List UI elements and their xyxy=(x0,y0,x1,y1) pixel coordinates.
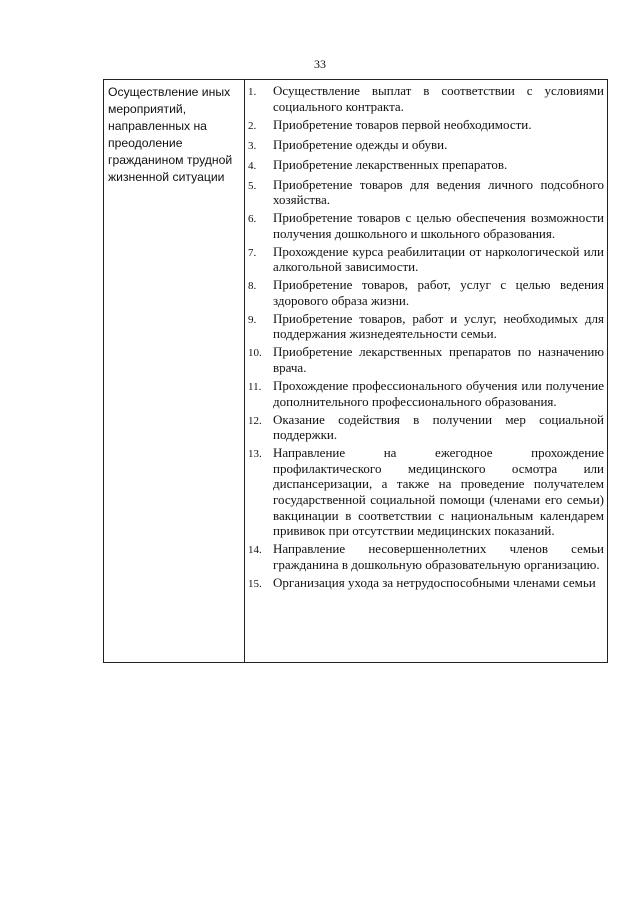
list-item xyxy=(248,177,604,208)
list-item xyxy=(248,137,604,155)
list-item xyxy=(248,83,604,114)
item-number: 3. xyxy=(248,139,257,152)
item-number: 13. xyxy=(248,448,262,461)
list-item xyxy=(248,344,604,375)
item-text: Направление несовершеннолетних членов семьи гражданина в дошкольную образовательную организацию. xyxy=(273,541,604,572)
item-number: 1. xyxy=(248,86,257,98)
item-text: Осуществление выплат в соответствии с условиями социального контракта. xyxy=(273,83,604,114)
item-number: 15. xyxy=(248,577,262,590)
item-number: 9. xyxy=(248,313,257,326)
item-number: 6. xyxy=(248,213,257,226)
measures-table xyxy=(103,79,608,663)
item-text: Приобретение товаров, работ, услуг с целью ведения здорового образа жизни. xyxy=(273,277,604,308)
measure-category-cell: Осуществление иных мероприятий, направленных на преодоление гражданином трудной жизненной ситуации xyxy=(108,85,233,184)
item-text: Прохождение профессионального обучения или получение дополнительного профессионального образования. xyxy=(273,378,604,409)
measures-list xyxy=(248,83,604,595)
list-item xyxy=(248,541,604,572)
item-text: Приобретение лекарственных препаратов по назначению врача. xyxy=(273,344,604,376)
item-number: 12. xyxy=(248,414,262,427)
list-item xyxy=(248,412,604,443)
item-number: 5. xyxy=(248,179,257,192)
item-number: 11. xyxy=(248,381,262,393)
list-item xyxy=(248,445,604,539)
item-number: 4. xyxy=(248,159,257,172)
item-text: Приобретение товаров для ведения личного подсобного хозяйства. xyxy=(273,176,604,208)
item-text: Приобретение товаров, работ и услуг, необходимых для поддержания жизнедеятельности семьи. xyxy=(273,310,604,342)
list-item xyxy=(248,378,604,409)
list-item xyxy=(248,277,604,308)
list-item xyxy=(248,117,604,135)
item-number: 2. xyxy=(248,119,257,132)
item-text: Направление на ежегодное прохождение профилактического медицинского осмотра или диспансеризации, а также на проведение получателем государственной социальной помощи (членами его семьи) вакцинации в соответствии с национальным календарем прививок при отсутствии медицинских показаний. xyxy=(273,445,604,539)
item-number: 8. xyxy=(248,280,257,293)
item-number: 7. xyxy=(248,246,257,259)
item-text: Оказание содействия в получении мер социальной поддержки. xyxy=(273,411,604,443)
item-text: Приобретение товаров с целью обеспечения возможности получения дошкольного и школьного образования. xyxy=(273,210,604,241)
item-text: Приобретение одежды и обуви. xyxy=(273,136,448,152)
list-item xyxy=(248,311,604,342)
item-text: Прохождение курса реабилитации от наркологической или алкогольной зависимости. xyxy=(273,243,604,275)
item-text: Приобретение товаров первой необходимости. xyxy=(273,116,532,132)
list-item xyxy=(248,157,604,175)
list-item xyxy=(248,210,604,241)
item-text: Приобретение лекарственных препаратов. xyxy=(273,156,508,172)
item-number: 14. xyxy=(248,544,262,557)
column-divider xyxy=(244,80,245,662)
list-item xyxy=(248,244,604,275)
list-item xyxy=(248,575,604,593)
item-number: 10. xyxy=(248,347,262,360)
page-number: 33 xyxy=(314,57,326,71)
item-text: Организация ухода за нетрудоспособными членами семьи xyxy=(273,574,596,590)
